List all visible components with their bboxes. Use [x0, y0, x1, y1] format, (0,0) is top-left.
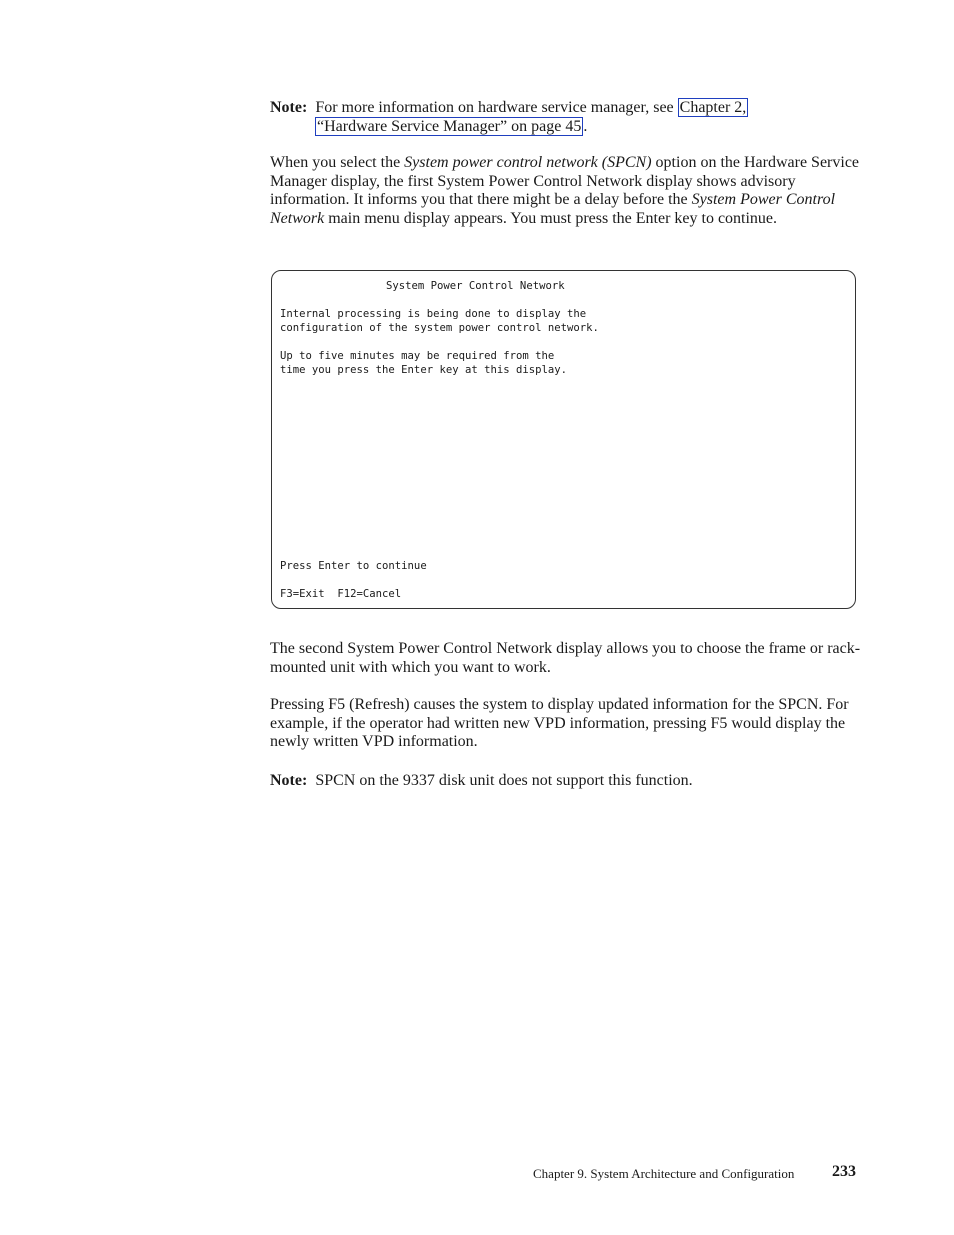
paragraph-refresh: Pressing F5 (Refresh) causes the system to display updated information for the SPCN. For example, if the operator had written new VPD information, pressing F5 would display the newly written VPD information.: [270, 696, 849, 751]
para1-text1: When you select the: [270, 154, 401, 171]
para1-italic1: System power control network (SPCN): [404, 154, 652, 171]
screen-line1: Internal processing is being done to display the: [280, 308, 587, 320]
note-period: .: [583, 118, 588, 135]
note-text: For more information on hardware service manager, see: [315, 99, 674, 116]
terminal-screen: [271, 270, 856, 609]
para1-text3: main menu display appears. You must press the Enter key to continue.: [328, 209, 778, 227]
para1-text2: option on the Hardware Service Manager display, the first System Power Control Network display shows advisory information. It informs you that there might be a delay before the: [270, 154, 860, 209]
paragraph-spcn-intro: [270, 154, 862, 228]
note-9337: [270, 771, 693, 790]
screen-function-keys: F3=Exit F12=Cancel: [280, 588, 402, 600]
screen-prompt: Press Enter to continue: [280, 560, 427, 572]
paragraph-second-display: The second System Power Control Network display allows you to choose the frame or rack-mounted unit with which you want to work.: [270, 640, 861, 676]
screen-title: System Power Control Network: [386, 280, 565, 292]
screen-line2: configuration of the system power control network.: [280, 322, 599, 334]
note-hsm: [270, 98, 870, 136]
page-number: 233: [832, 1163, 856, 1180]
screen-line3: Up to five minutes may be required from the: [280, 350, 555, 362]
note2-label: Note:: [270, 772, 308, 789]
chapter-link-part1[interactable]: Chapter 2,: [679, 99, 747, 116]
footer-chapter: Chapter 9. System Architecture and Configuration: [533, 1166, 795, 1181]
note-label: Note:: [270, 99, 308, 116]
chapter-link-part2[interactable]: “Hardware Service Manager” on page 45: [317, 118, 582, 135]
screen-line4: time you press the Enter key at this display.: [280, 364, 568, 376]
note2-text: SPCN on the 9337 disk unit does not support this function.: [315, 772, 693, 789]
para1-italic2: System Power Control Network: [270, 191, 836, 227]
